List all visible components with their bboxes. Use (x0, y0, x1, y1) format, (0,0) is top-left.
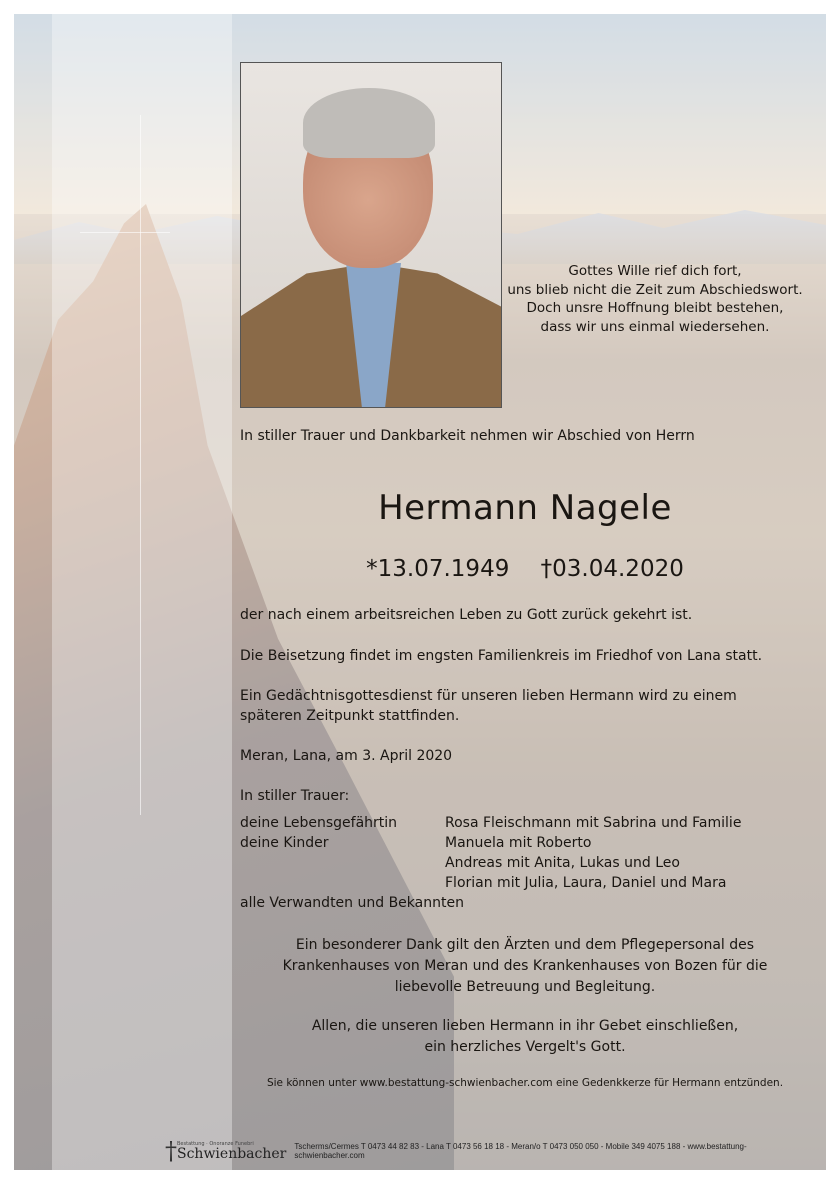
relatives-all: alle Verwandten und Bekannten (240, 895, 464, 911)
relation-label: deine Lebensgefährtin (240, 815, 398, 831)
deceased-name: Hermann Nagele (378, 488, 672, 528)
cross-icon (140, 115, 141, 815)
relation-names: Rosa Fleischmann mit Sabrina und Familie (445, 815, 742, 831)
logo-subtitle: Bestattung · Onoranze Funebri (177, 1141, 254, 1147)
closing-line: ein herzliches Vergelt's Gott. (424, 1039, 626, 1055)
closing-line: Allen, die unseren lieben Hermann in ihr Gebet einschließen, (311, 1018, 739, 1034)
relatives-row (240, 813, 741, 833)
cross-logo-icon: † (165, 1137, 177, 1165)
relatives-row (240, 853, 741, 873)
relatives-row (240, 873, 741, 893)
mourning-heading: In stiller Trauer: (240, 788, 350, 804)
cross-icon-bar (80, 232, 170, 233)
poem-line: uns blieb nicht die Zeit zum Abschiedswort. (507, 281, 803, 298)
thanks-line: Krankenhauses von Meran und des Krankenhauses von Bozen für die (282, 958, 768, 974)
candle-note: Sie können unter www.bestattung-schwienbacher.com eine Gedenkkerze für Hermann entzünden. (266, 1077, 784, 1089)
relation-label (240, 873, 445, 893)
poem-line: dass wir uns einmal wiedersehen. (540, 318, 770, 335)
logo-name: Schwienbacher (177, 1146, 287, 1162)
paragraph: späteren Zeitpunkt stattfinden. (240, 708, 460, 724)
poem-line: Doch unsre Hoffnung bleibt bestehen, (526, 300, 784, 316)
relation-label (240, 853, 445, 873)
poem-line: Gottes Wille rief dich fort, (568, 263, 742, 279)
contact-info: Tscherms/Cermes T 0473 44 82 83 - Lana T 0473 56 18 18 - Meran/o T 0473 050 050 - Mobile 349 4075 188 - www.bestattung-schwienbacher.com (294, 1142, 747, 1160)
relation-names: Florian mit Julia, Laura, Daniel und Mara (445, 875, 727, 891)
birth-date: *13.07.1949 (366, 556, 510, 582)
poem (505, 262, 805, 336)
footer (165, 1137, 805, 1165)
relation-names: Andreas mit Anita, Lukas und Leo (445, 855, 680, 871)
intro-text: In stiller Trauer und Dankbarkeit nehmen wir Abschied von Herrn (240, 428, 695, 444)
relatives-row (240, 833, 741, 853)
paragraph: Die Beisetzung findet im engsten Familienkreis im Friedhof von Lana statt. (240, 648, 763, 664)
closing-text (240, 1016, 810, 1058)
relation-label: deine Kinder (240, 835, 329, 851)
funeral-home-logo (165, 1137, 286, 1165)
thanks-line: Ein besonderer Dank gilt den Ärzten und dem Pflegepersonal des (295, 937, 755, 953)
decorative-strip (52, 14, 232, 1170)
paragraph: der nach einem arbeitsreichen Leben zu Gott zurück gekehrt ist. (240, 607, 693, 623)
place-date: Meran, Lana, am 3. April 2020 (240, 748, 453, 764)
relation-names: Manuela mit Roberto (445, 835, 592, 851)
dates (240, 556, 810, 582)
relatives-list (240, 813, 741, 913)
portrait-photo (240, 62, 502, 408)
thanks-text (240, 935, 810, 998)
paragraph: Ein Gedächtnisgottesdienst für unseren lieben Hermann wird zu einem (240, 688, 737, 704)
death-date: †03.04.2020 (540, 556, 684, 582)
thanks-line: liebevolle Betreuung und Begleitung. (394, 979, 656, 995)
